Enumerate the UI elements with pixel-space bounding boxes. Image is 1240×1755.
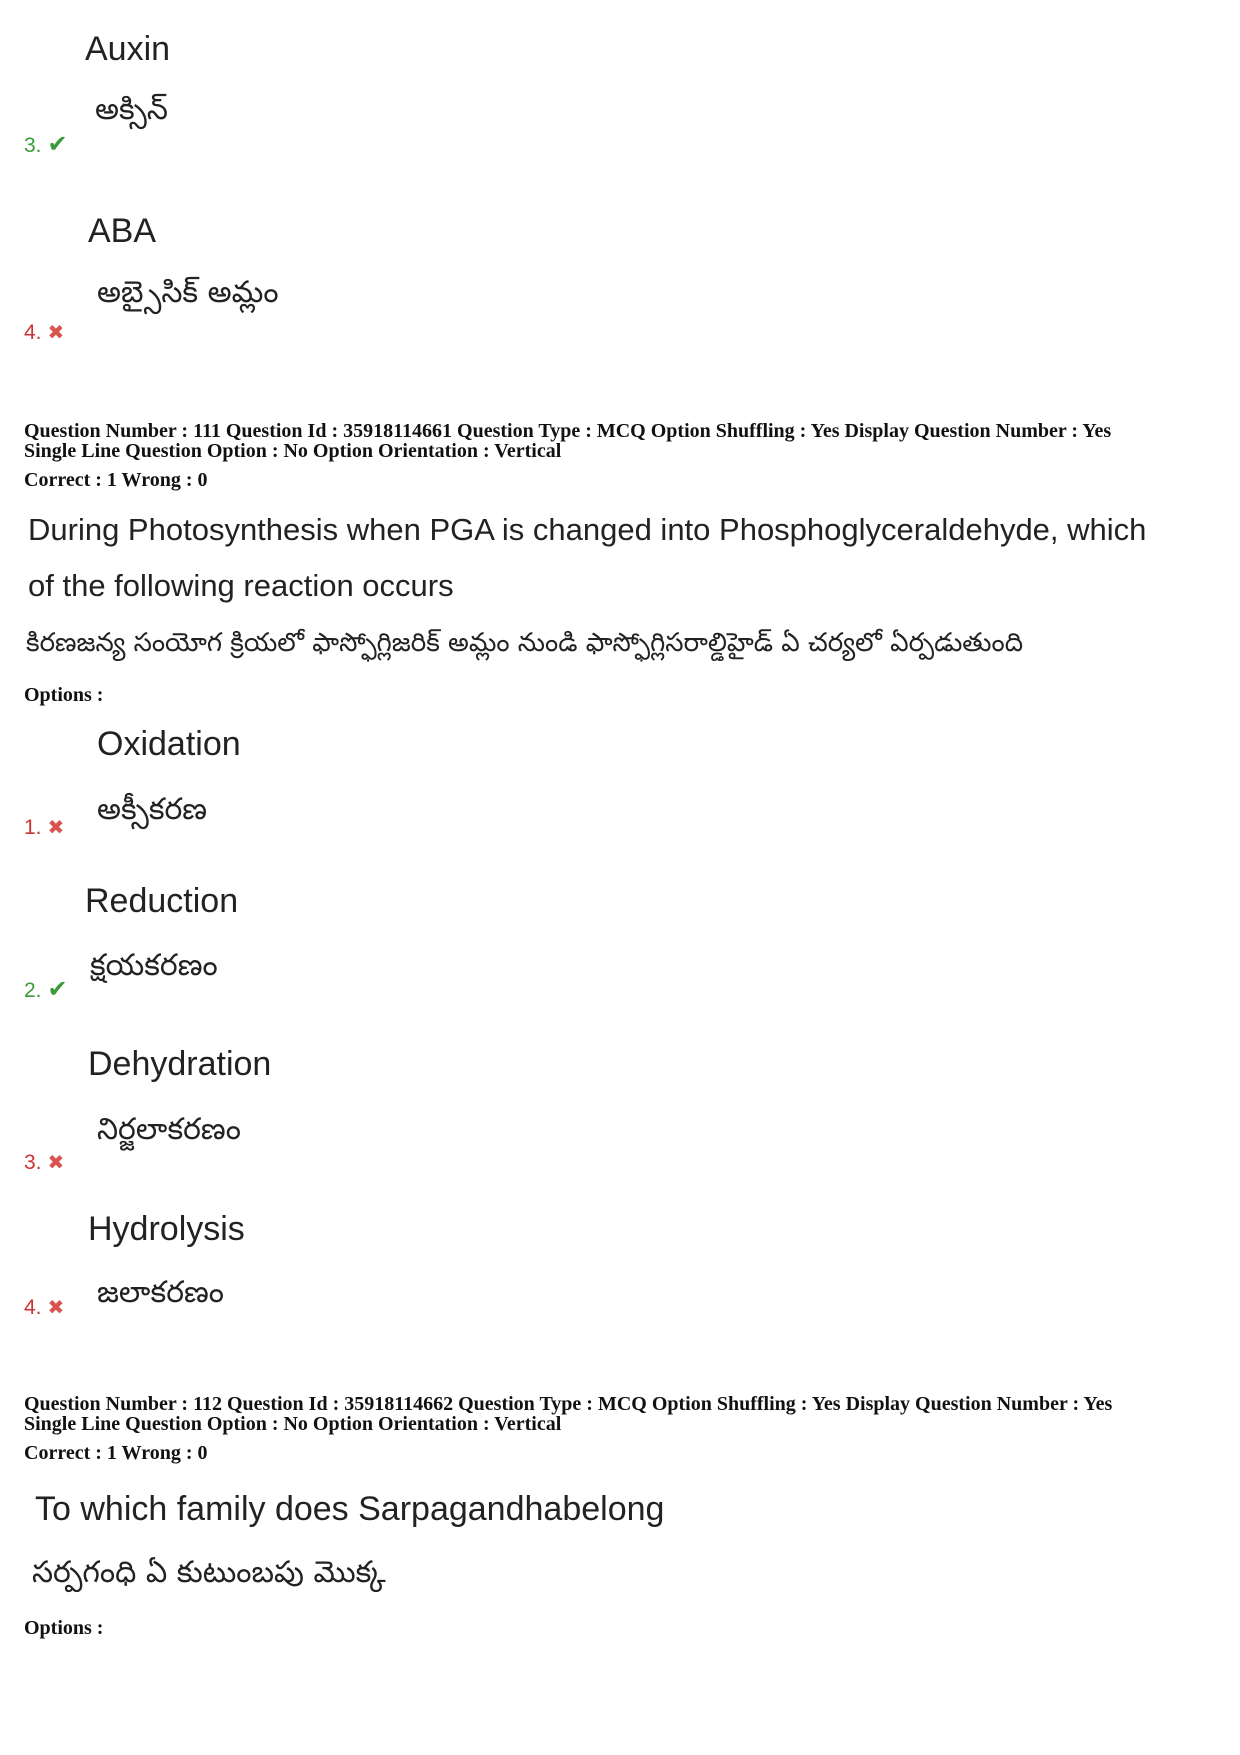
cross-icon: ✖: [47, 1295, 65, 1319]
option-3-telugu: అక్సిన్: [95, 92, 168, 127]
q111-option-2-telugu: క్షయకరణం: [90, 948, 218, 983]
question-111-text-te: కిరణజన్య సంయోగ క్రియలో ఫాస్ఫోగ్లిజరిక్ అమ్లం నుండి ఫాస్ఫోగ్లిసరాల్డిహైడ్ ఏ చర్యలో ఏర్పడుతుంది: [26, 628, 1024, 658]
option-4-number: 4.: [24, 321, 42, 344]
question-111-meta-line1: Question Number : 111 Question Id : 35918114661 Question Type : MCQ Option Shuffling : Yes Display Question Number : Yes: [24, 420, 1112, 442]
option-4-marker: [24, 320, 64, 345]
option-4-english: ABA: [88, 212, 157, 250]
q111-option-3-marker: [24, 1150, 64, 1175]
q111-option-4-number: 4.: [24, 1296, 42, 1319]
question-111-meta-line2: Single Line Question Option : No Option Orientation : Vertical: [24, 440, 562, 462]
question-112-meta-line2: Single Line Question Option : No Option Orientation : Vertical: [24, 1413, 562, 1435]
option-3-english: Auxin: [85, 30, 171, 68]
q111-option-4-english: Hydrolysis: [88, 1210, 245, 1248]
option-3-marker: [24, 130, 68, 158]
q111-option-2-number: 2.: [24, 979, 42, 1002]
q111-option-4-marker: [24, 1295, 64, 1320]
q111-option-3-telugu: నిర్జలాకరణం: [97, 1112, 241, 1147]
question-111-text-en-line1: During Photosynthesis when PGA is changed into Phosphoglyceraldehyde, which: [28, 512, 1147, 547]
q111-option-1-number: 1.: [24, 816, 42, 839]
check-icon: ✔: [47, 975, 68, 1003]
option-3-number: 3.: [24, 134, 42, 157]
q111-option-2-marker: [24, 975, 68, 1003]
question-111-text-en-line2: of the following reaction occurs: [28, 568, 454, 603]
question-112-text-en: To which family does Sarpagandhabelong: [35, 1490, 665, 1528]
cross-icon: ✖: [47, 320, 65, 344]
question-111-options-label: Options :: [24, 684, 104, 706]
question-111-marks: Correct : 1 Wrong : 0: [24, 469, 208, 491]
q111-option-2-english: Reduction: [85, 882, 239, 920]
question-112-meta-line1: Question Number : 112 Question Id : 35918114662 Question Type : MCQ Option Shuffling : Yes Display Question Number : Yes: [24, 1393, 1113, 1415]
cross-icon: ✖: [47, 815, 65, 839]
cross-icon: ✖: [47, 1150, 65, 1174]
check-icon: ✔: [47, 130, 68, 158]
q111-option-1-telugu: అక్సీకరణ: [97, 792, 208, 827]
question-112-options-label: Options :: [24, 1617, 104, 1639]
q111-option-1-english: Oxidation: [97, 725, 241, 763]
q111-option-1-marker: [24, 815, 64, 840]
q111-option-3-number: 3.: [24, 1151, 42, 1174]
q111-option-3-english: Dehydration: [88, 1045, 272, 1083]
q111-option-4-telugu: జలాకరణం: [97, 1275, 224, 1310]
question-112-text-te: సర్పగంధి ఏ కుటుంబపు మొక్క: [32, 1555, 386, 1590]
question-112-marks: Correct : 1 Wrong : 0: [24, 1442, 208, 1464]
option-4-telugu: అబ్సైసిక్ అమ్లం: [97, 275, 279, 310]
